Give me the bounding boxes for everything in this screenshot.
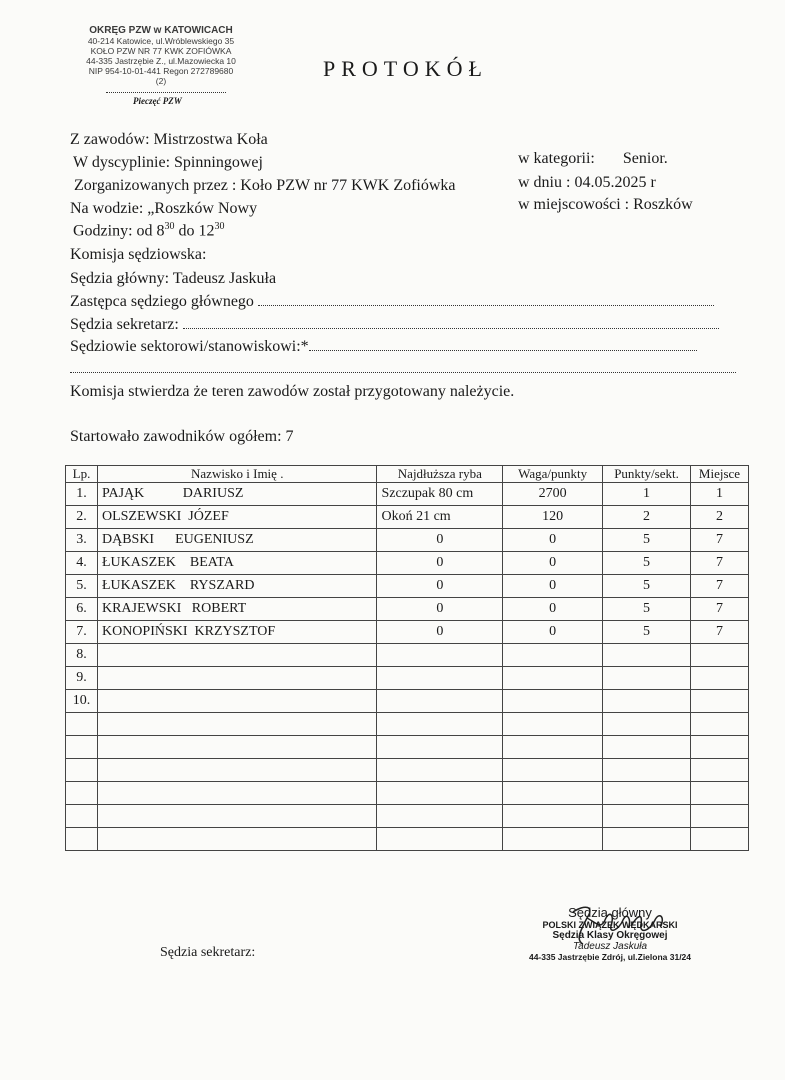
- extra-dotted-line: [70, 360, 736, 378]
- table-cell: 10.: [66, 690, 98, 713]
- table-row: [66, 598, 749, 621]
- secretary-judge-label: Sędzia sekretarz:: [70, 316, 179, 333]
- header-weight: Waga/punkty: [503, 466, 603, 483]
- header-name: Nazwisko i Imię .: [97, 466, 377, 483]
- table-row: [66, 690, 749, 713]
- header-place: Miejsce: [691, 466, 749, 483]
- table-cell: 0: [377, 575, 503, 598]
- table-cell: 7: [691, 575, 749, 598]
- stamp-line: 40-214 Katowice, ul.Wróblewskiego 35: [87, 36, 235, 46]
- header-lp: Lp.: [66, 466, 98, 483]
- table-cell: 9.: [66, 667, 98, 690]
- table-cell: 2: [691, 506, 749, 529]
- table-cell: 7: [691, 621, 749, 644]
- table-cell: [503, 644, 603, 667]
- table-cell: PAJĄK DARIUSZ: [97, 483, 377, 506]
- table-cell: [603, 782, 691, 805]
- table-cell: Okoń 21 cm: [377, 506, 503, 529]
- table-cell: 6.: [66, 598, 98, 621]
- table-row: [66, 759, 749, 782]
- organization-stamp: [66, 26, 256, 86]
- table-cell: [603, 690, 691, 713]
- table-cell: [97, 644, 377, 667]
- table-cell: 7.: [66, 621, 98, 644]
- table-row: [66, 713, 749, 736]
- deputy-judge-label: Zastępca sędziego głównego: [70, 293, 254, 310]
- table-row: [66, 782, 749, 805]
- table-cell: 5: [603, 598, 691, 621]
- table-cell: [377, 782, 503, 805]
- table-row: [66, 552, 749, 575]
- table-cell: [97, 828, 377, 851]
- table-row: [66, 828, 749, 851]
- table-cell: 0: [503, 621, 603, 644]
- table-header-row: [66, 466, 749, 483]
- table-row: [66, 506, 749, 529]
- table-cell: 5: [603, 621, 691, 644]
- table-cell: 0: [503, 598, 603, 621]
- stamp-role: Sędzia Klasy Okręgowej: [552, 930, 668, 941]
- table-cell: 120: [503, 506, 603, 529]
- table-cell: 0: [377, 598, 503, 621]
- table-cell: ŁUKASZEK BEATA: [97, 552, 377, 575]
- table-cell: [377, 690, 503, 713]
- deputy-judge: [70, 293, 714, 311]
- table-cell: [603, 644, 691, 667]
- table-row: [66, 621, 749, 644]
- table-cell: [691, 782, 749, 805]
- table-cell: 4.: [66, 552, 98, 575]
- secretary-signature-label: Sędzia sekretarz:: [160, 945, 256, 960]
- document-title: PROTOKÓŁ: [323, 56, 488, 81]
- table-cell: [377, 667, 503, 690]
- table-cell: [97, 759, 377, 782]
- date: w dniu : 04.05.2025 r: [518, 174, 656, 191]
- table-cell: [97, 782, 377, 805]
- table-cell: [503, 736, 603, 759]
- results-table: [65, 465, 749, 851]
- participants-total: Startowało zawodników ogółem: 7: [70, 428, 294, 445]
- table-cell: [66, 782, 98, 805]
- table-cell: [503, 713, 603, 736]
- table-cell: 7: [691, 598, 749, 621]
- secretary-judge: [70, 316, 719, 334]
- table-cell: 0: [377, 552, 503, 575]
- stamp-caption: Pieczęć PZW: [133, 96, 182, 106]
- table-cell: [66, 759, 98, 782]
- stamp-organization: POLSKI ZWIĄZEK WĘDKARSKI: [542, 920, 678, 930]
- table-cell: [691, 736, 749, 759]
- table-cell: [503, 805, 603, 828]
- table-cell: [377, 805, 503, 828]
- stamp-dotted-line: [106, 92, 226, 93]
- locality: w miejscowości : Roszków: [518, 196, 693, 213]
- table-cell: 5.: [66, 575, 98, 598]
- stamp-line: 44-335 Jastrzębie Z., ul.Mazowiecka 10: [86, 56, 236, 66]
- table-cell: [377, 736, 503, 759]
- committee-label: Komisja sędziowska:: [70, 246, 207, 263]
- table-cell: [97, 736, 377, 759]
- table-cell: [503, 690, 603, 713]
- table-row: [66, 736, 749, 759]
- stamp-name: Tadeusz Jaskuła: [572, 941, 648, 952]
- stamp-line: OKRĘG PZW w KATOWICACH: [89, 25, 233, 36]
- header-longest-fish: Najdłuższa ryba: [377, 466, 503, 483]
- table-cell: [691, 805, 749, 828]
- table-cell: 7: [691, 552, 749, 575]
- table-row: [66, 805, 749, 828]
- hours: [73, 221, 225, 240]
- table-cell: [691, 828, 749, 851]
- table-cell: [377, 828, 503, 851]
- table-row: [66, 575, 749, 598]
- table-cell: 7: [691, 529, 749, 552]
- sector-judges-label: Sędziowie sektorowi/stanowiskowi:*: [70, 338, 309, 355]
- table-cell: [603, 805, 691, 828]
- table-cell: 0: [503, 552, 603, 575]
- table-cell: [603, 828, 691, 851]
- water-location: Na wodzie: „Roszków Nowy: [70, 200, 258, 217]
- table-cell: [691, 667, 749, 690]
- table-cell: [66, 713, 98, 736]
- table-cell: [503, 782, 603, 805]
- table-cell: 2.: [66, 506, 98, 529]
- table-cell: 2: [603, 506, 691, 529]
- table-body: [66, 483, 749, 851]
- table-row: [66, 667, 749, 690]
- category: w kategorii: Senior.: [518, 150, 668, 167]
- stamp-line: NIP 954-10-01-441 Regon 272789680: [88, 66, 234, 76]
- table-cell: 1: [691, 483, 749, 506]
- table-cell: 5: [603, 529, 691, 552]
- table-cell: [691, 759, 749, 782]
- table-cell: 0: [503, 575, 603, 598]
- table-cell: [603, 759, 691, 782]
- chief-judge: Sędzia główny: Tadeusz Jaskuła: [70, 270, 277, 287]
- table-cell: ŁUKASZEK RYSZARD: [97, 575, 377, 598]
- stamp-address: 44-335 Jastrzębie Zdrój, ul.Zielona 31/24: [528, 952, 692, 962]
- table-row: [66, 529, 749, 552]
- table-cell: 2700: [503, 483, 603, 506]
- table-row: [66, 644, 749, 667]
- dotted-fill: [309, 338, 697, 351]
- table-cell: [691, 713, 749, 736]
- table-cell: Szczupak 80 cm: [377, 483, 503, 506]
- hours-prefix: Godziny: od 8: [73, 222, 165, 240]
- dotted-fill: [183, 316, 719, 329]
- dotted-fill: [258, 293, 714, 306]
- table-cell: [603, 736, 691, 759]
- table-cell: [66, 828, 98, 851]
- table-cell: [503, 828, 603, 851]
- stamp-line: KOŁO PZW NR 77 KWK ZOFIÓWKA: [90, 46, 232, 56]
- table-cell: [603, 667, 691, 690]
- competition-name: Z zawodów: Mistrzostwa Koła: [70, 131, 268, 148]
- table-cell: 0: [377, 529, 503, 552]
- table-row: [66, 483, 749, 506]
- dotted-fill: [70, 360, 736, 373]
- table-cell: [691, 690, 749, 713]
- chief-judge-label: Sędzia główny: [568, 905, 652, 920]
- table-cell: 5: [603, 575, 691, 598]
- hours-to-minutes: 30: [214, 221, 225, 232]
- table-cell: [691, 644, 749, 667]
- table-cell: [503, 759, 603, 782]
- table-cell: [503, 667, 603, 690]
- table-cell: 8.: [66, 644, 98, 667]
- discipline: W dyscyplinie: Spinningowej: [73, 154, 263, 171]
- organizer: Zorganizowanych przez : Koło PZW nr 77 KWK Zofiówka: [74, 177, 456, 194]
- table-cell: DĄBSKI EUGENIUSZ: [97, 529, 377, 552]
- header-points: Punkty/sekt.: [603, 466, 691, 483]
- table-cell: [66, 805, 98, 828]
- hours-from-minutes: 30: [164, 221, 175, 232]
- table-cell: 1: [603, 483, 691, 506]
- table-cell: [377, 713, 503, 736]
- table-cell: [97, 690, 377, 713]
- table-cell: [97, 713, 377, 736]
- table-cell: 0: [503, 529, 603, 552]
- table-cell: KRAJEWSKI ROBERT: [97, 598, 377, 621]
- stamp-line: (2): [155, 76, 167, 86]
- table-cell: 3.: [66, 529, 98, 552]
- table-cell: 0: [377, 621, 503, 644]
- table-cell: [66, 736, 98, 759]
- sector-judges: [70, 338, 697, 356]
- table-cell: [603, 713, 691, 736]
- table-cell: 1.: [66, 483, 98, 506]
- table-cell: [377, 644, 503, 667]
- hours-mid: do 12: [174, 222, 215, 240]
- table-cell: [97, 805, 377, 828]
- table-cell: KONOPIŃSKI KRZYSZTOF: [97, 621, 377, 644]
- table-cell: OLSZEWSKI JÓZEF: [97, 506, 377, 529]
- chief-judge-stamp: [520, 905, 700, 962]
- table-cell: 5: [603, 552, 691, 575]
- table-cell: [97, 667, 377, 690]
- table-cell: [377, 759, 503, 782]
- terrain-statement: Komisja stwierdza że teren zawodów został przygotowany należycie.: [70, 383, 515, 400]
